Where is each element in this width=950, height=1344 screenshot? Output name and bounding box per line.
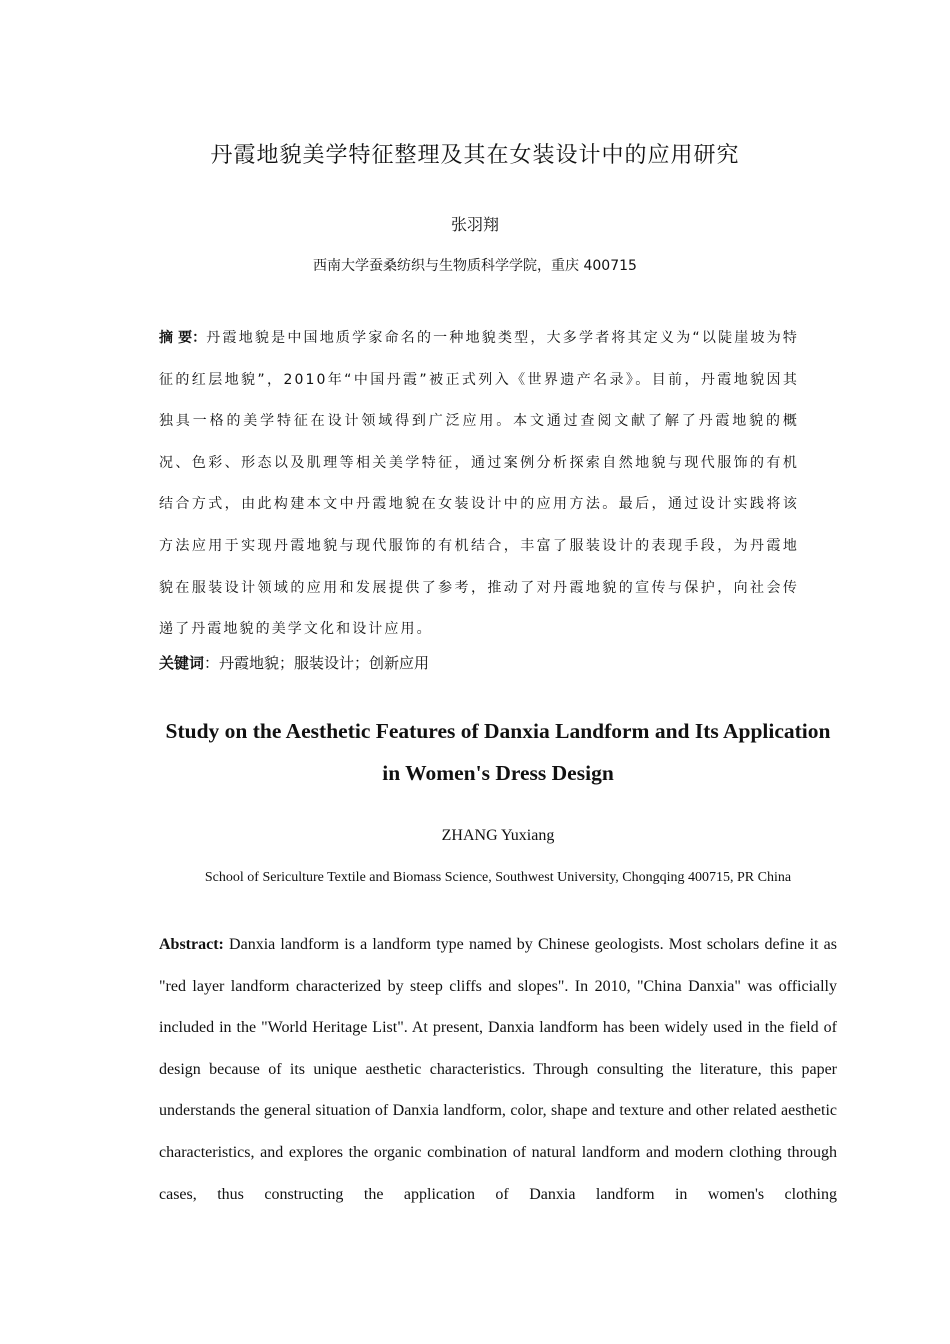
chinese-abstract [159, 318, 799, 651]
english-affiliation: School of Sericulture Textile and Biomass Science, Southwest University, Chongqing 400715, PR China [204, 870, 792, 885]
chinese-affiliation: 西南大学蚕桑纺织与生物质科学学院，重庆 400715 [313, 258, 637, 274]
english-author: ZHANG Yuxiang [441, 827, 555, 844]
english-abstract [159, 924, 837, 1215]
chinese-keywords-label: 关键词 [159, 654, 205, 672]
chinese-abstract-label: 摘 要： [159, 330, 207, 346]
chinese-title: 丹霞地貌美学特征整理及其在女装设计中的应用研究 [210, 143, 740, 168]
chinese-author: 张羽翔 [450, 215, 499, 234]
english-title: Study on the Aesthetic Features of Danxia Landform and Its Application in Women's Dress Design [165, 719, 831, 785]
chinese-keywords-text: ：丹霞地貌；服装设计；创新应用 [204, 654, 430, 672]
english-abstract-text: Danxia landform is a landform type named by Chinese geologists. Most scholars define it as "red layer landform characterized by steep cliffs and slopes". In 2010, "China Danxia" was officially included in the "World Heritage List". At present, Danxia landform has been widely used in the field of design because of its unique aesthetic characteristics. Through consulting the literature, this paper understands the general situation of Danxia landform, color, shape and texture and other related aesthetic characteristics, and explores the organic combination of natural landform and modern clothing through cases, thus constructing the application of Danxia landform in women's clothing [159, 936, 837, 1203]
chinese-abstract-text: 丹霞地貌是中国地质学家命名的一种地貌类型，大多学者将其定义为“以陡崖坡为特征的红层地貌”，2010年“中国丹霞”被正式列入《世界遗产名录》。目前，丹霞地貌因其独具一格的美学特征在设计领域得到广泛应用。本文通过查阅文献了解了丹霞地貌的概况、色彩、形态以及肌理等相关美学特征，通过案例分析探索自然地貌与现代服饰的有机结合方式，由此构建本文中丹霞地貌在女装设计中的应用方法。最后，通过设计实践将该方法应用于实现丹霞地貌与现代服饰的有机结合，丰富了服装设计的表现手段，为丹霞地貌在服装设计领域的应用和发展提供了参考，推动了对丹霞地貌的宣传与保护，向社会传递了丹霞地貌的美学文化和设计应用。 [159, 330, 800, 638]
chinese-keywords [159, 652, 799, 673]
english-abstract-label: Abstract: [159, 936, 224, 953]
